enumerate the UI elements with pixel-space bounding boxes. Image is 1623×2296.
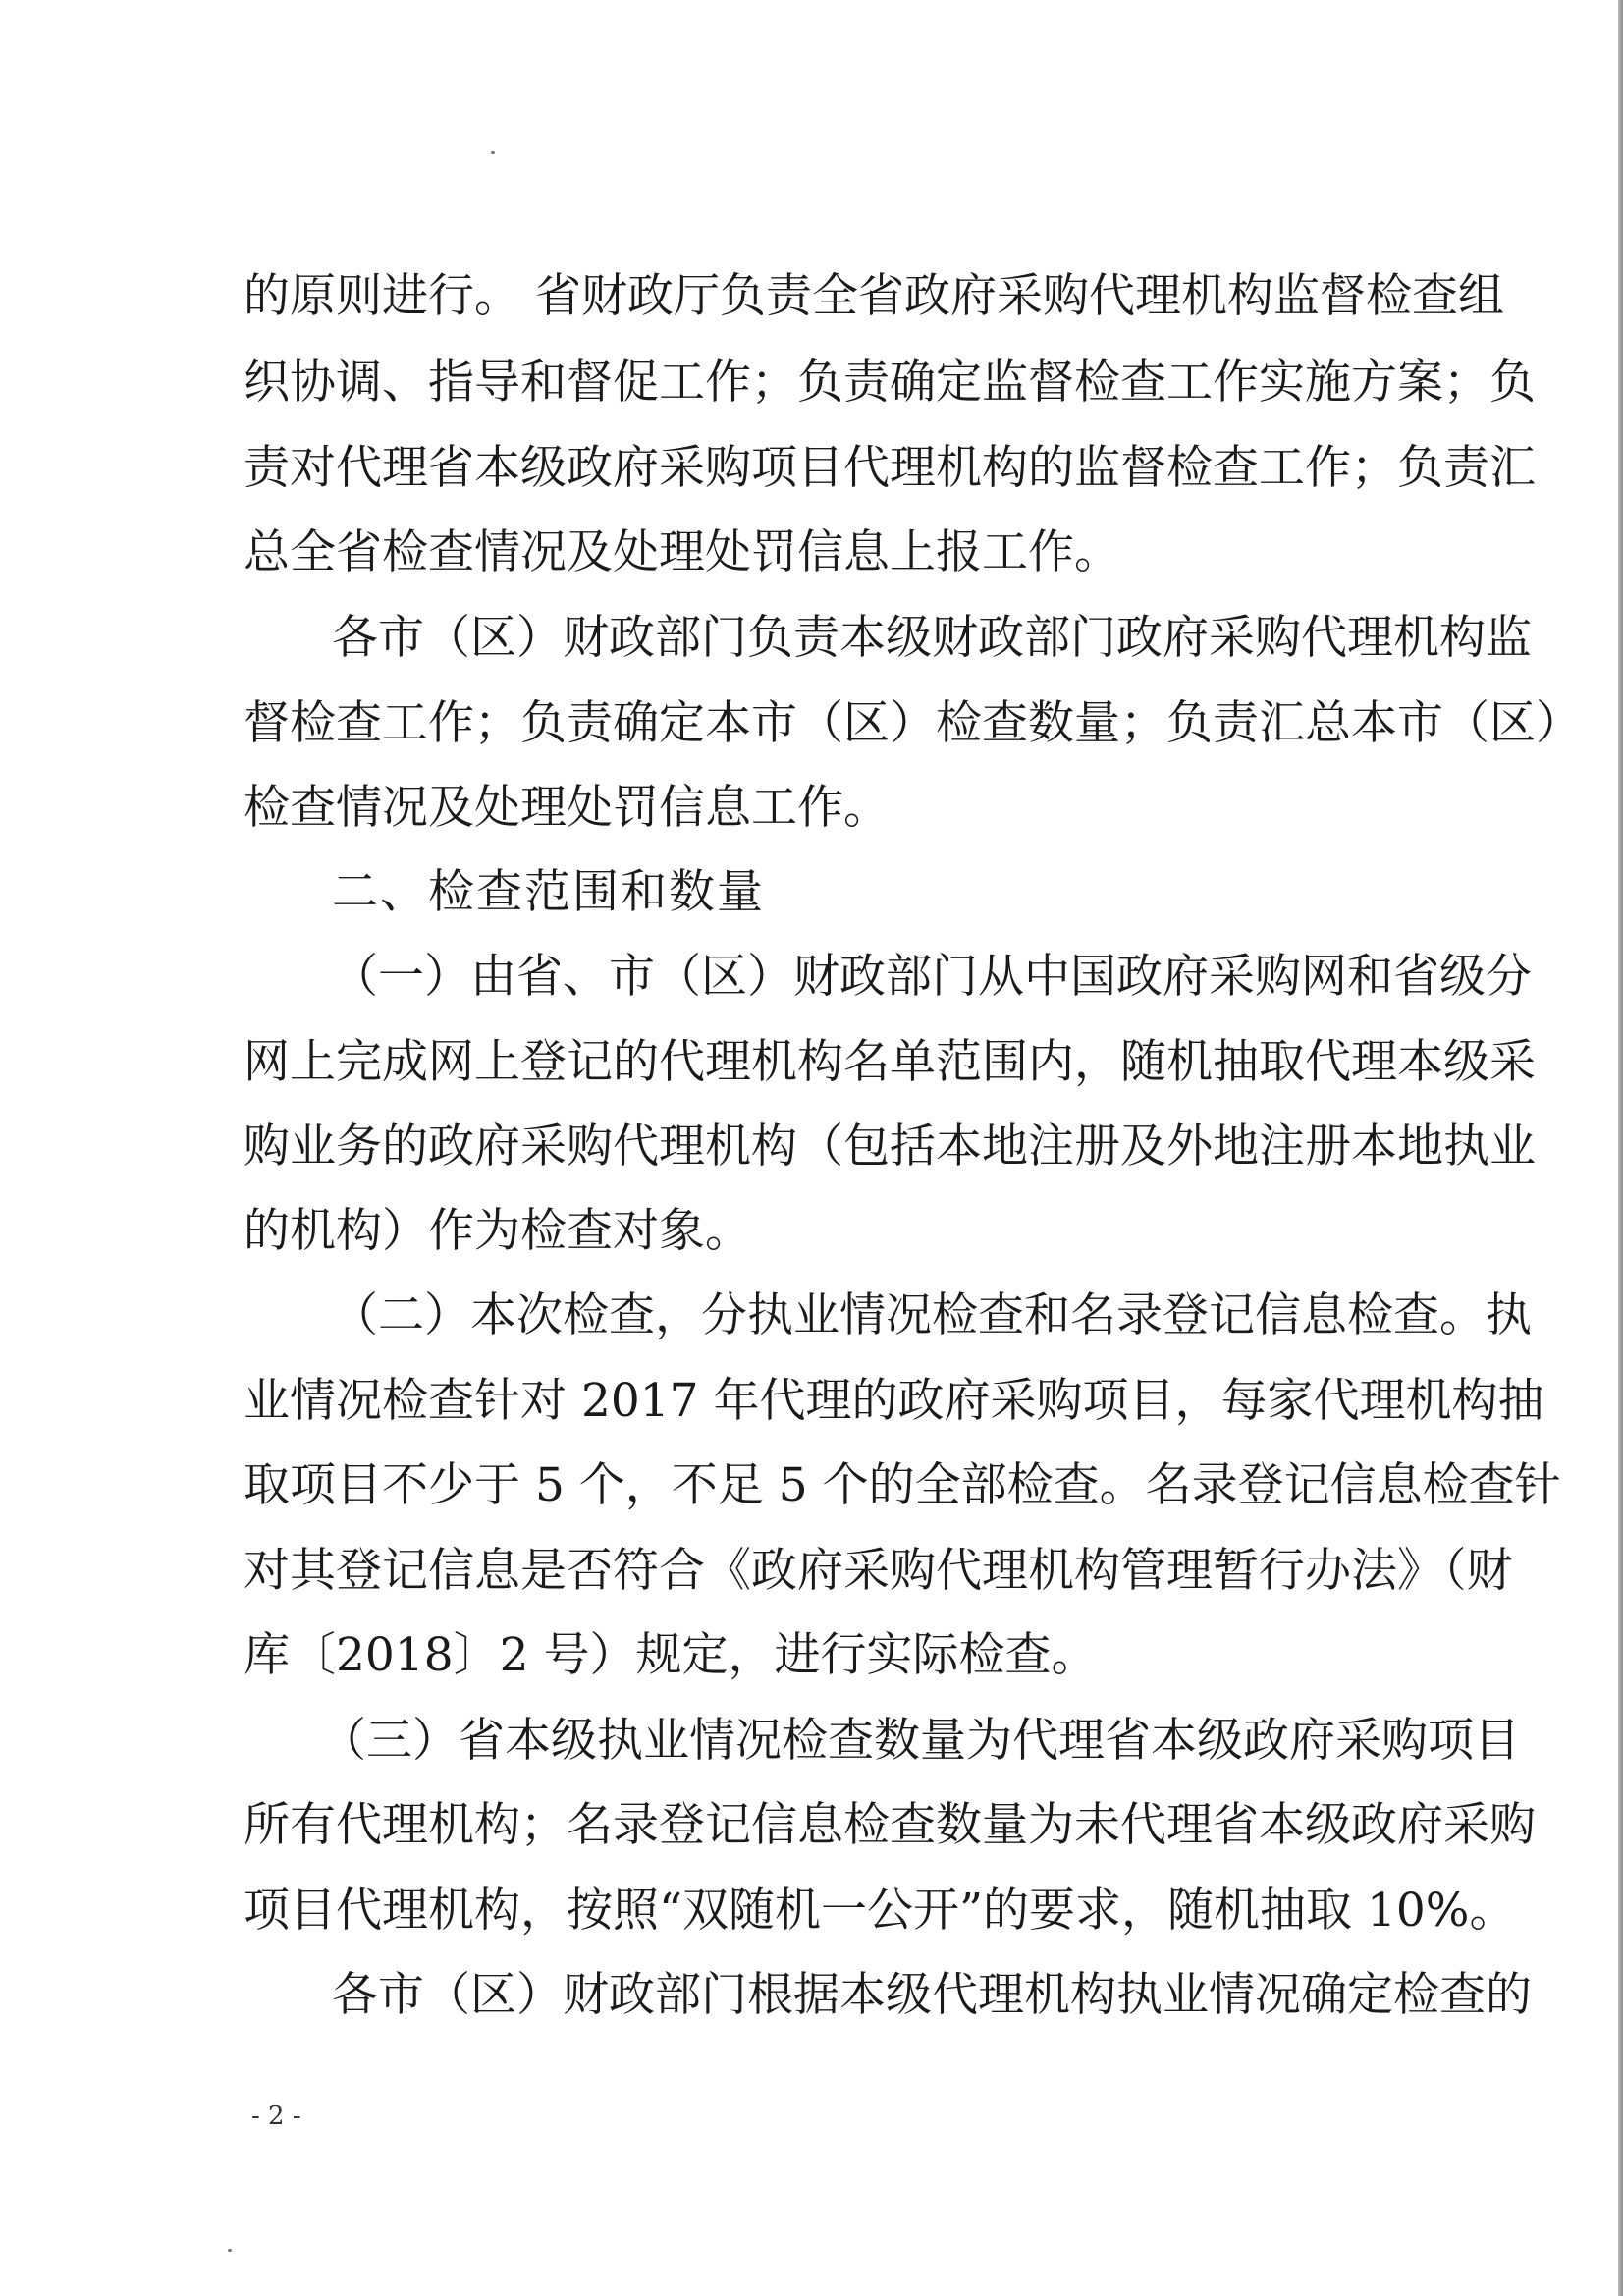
body-line: 对其登记信息是否符合《政府采购代理机构管理暂行办法》（财 [243,1544,1513,1598]
body-line: 库〔2018〕2 号）规定，进行实际检查。 [243,1628,1098,1682]
scan-speck [228,2249,232,2252]
section-heading: 二、检查范围和数量 [332,865,765,919]
body-line: 购业务的政府采购代理机构（包括本地注册及外地注册本地执业 [243,1120,1536,1174]
body-line: 的机构）作为检查对象。 [243,1204,751,1258]
body-line: 责对代理省本级政府采购项目代理机构的监督检查工作；负责汇 [243,441,1536,495]
body-line: （三）省本级执业情况检查数量为代理省本级政府采购项目 [320,1714,1520,1768]
body-line: 的原则进行。 省财政厅负责全省政府采购代理机构监督检查组 [243,269,1504,323]
body-line: 总全省检查情况及处理处罚信息上报工作。 [243,525,1120,579]
body-line: 业情况检查针对 2017 年代理的政府采购项目，每家代理机构抽 [243,1374,1544,1428]
body-line: 各市（区）财政部门负责本级财政部门政府采购代理机构监 [332,611,1532,665]
body-line: （一）由省、市（区）财政部门从中国政府采购网和省级分 [332,950,1532,1004]
body-line: 各市（区）财政部门根据本级代理机构执业情况确定检查的 [332,1968,1532,2022]
body-line: 网上完成网上登记的代理机构名单范围内，随机抽取代理本级采 [243,1035,1536,1089]
body-line: 检查情况及处理处罚信息工作。 [243,781,890,835]
scan-speck [491,151,495,154]
body-line: （二）本次检查，分执业情况检查和名录登记信息检查。执 [332,1288,1532,1342]
scan-edge [1618,0,1623,2296]
body-line: 项目代理机构，按照“双随机一公开”的要求，随机抽取 10%。 [243,1884,1516,1938]
page-number: - 2 - [251,2102,301,2131]
body-line: 织协调、指导和督促工作；负责确定监督检查工作实施方案；负 [243,355,1536,410]
body-line: 取项目不少于 5 个，不足 5 个的全部检查。名录登记信息检查针 [243,1458,1561,1512]
body-line: 所有代理机构；名录登记信息检查数量为未代理省本级政府采购 [243,1798,1536,1852]
body-line: 督检查工作；负责确定本市（区）检查数量；负责汇总本市（区） [243,696,1582,750]
